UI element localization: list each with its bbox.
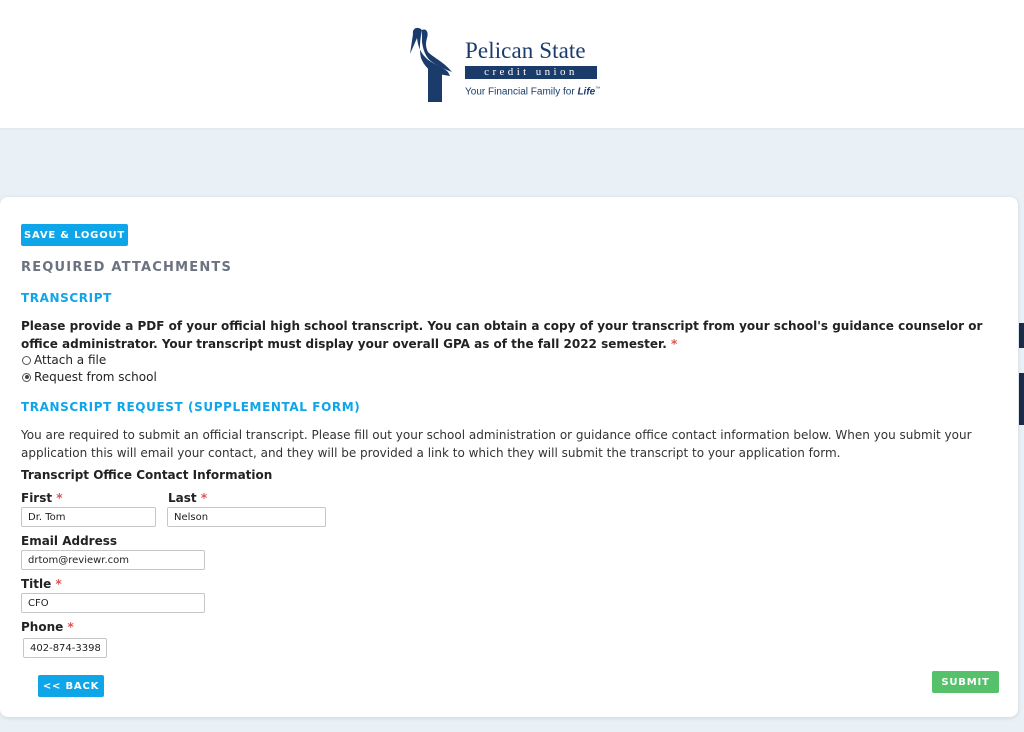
transcript-heading: TRANSCRIPT [21, 291, 112, 305]
section-title: REQUIRED ATTACHMENTS [21, 260, 233, 275]
tagline-tm: ™ [595, 86, 601, 92]
brand-name: Pelican State [465, 38, 586, 63]
transcript-question [21, 317, 1006, 353]
brand-tagline [465, 86, 600, 97]
last-name-input[interactable] [167, 507, 326, 527]
save-logout-button[interactable]: SAVE & LOGOUT [21, 224, 128, 246]
radio-request-from-school-label: Request from school [34, 370, 157, 384]
radio-request-from-school-control[interactable] [22, 373, 31, 382]
radio-attach-file-control[interactable] [22, 356, 31, 365]
phone-label [21, 620, 74, 634]
contact-info-heading: Transcript Office Contact Information [21, 468, 273, 482]
site-header [0, 0, 1024, 128]
side-tab-bottom[interactable] [1019, 373, 1024, 425]
brand-subtitle: credit union [465, 66, 597, 79]
email-input[interactable] [21, 550, 205, 570]
phone-required: * [67, 620, 74, 634]
first-name-input[interactable] [21, 507, 156, 527]
phone-label-text: Phone [21, 620, 64, 634]
side-tab-top[interactable] [1019, 323, 1024, 348]
pelican-icon [408, 24, 460, 104]
form-card [0, 197, 1018, 717]
radio-attach-file[interactable] [22, 353, 106, 367]
title-input[interactable] [21, 593, 205, 613]
tagline-emphasis: Life [577, 86, 596, 98]
submit-button[interactable]: SUBMIT [932, 671, 999, 693]
last-name-label-text: Last [168, 491, 197, 505]
first-name-label [21, 491, 63, 505]
title-required: * [55, 577, 62, 591]
first-name-label-text: First [21, 491, 53, 505]
radio-attach-file-label: Attach a file [34, 353, 107, 367]
last-name-required: * [200, 491, 208, 505]
transcript-question-text: Please provide a PDF of your official high school transcript. You can obtain a copy of your transcript from your school's guidance counselor or office administrator. Your transcript must display your overall GPA as of the fall 2022 semester. [21, 319, 983, 351]
required-marker: * [670, 337, 678, 351]
email-label: Email Address [21, 534, 118, 548]
title-label [21, 577, 62, 591]
pelican-state-logo [408, 24, 608, 104]
first-name-required: * [56, 491, 63, 505]
title-label-text: Title [21, 577, 52, 591]
phone-input[interactable] [23, 638, 107, 658]
last-name-label [168, 491, 207, 505]
radio-request-from-school[interactable] [22, 370, 157, 384]
transcript-request-text: You are required to submit an official transcript. Please fill out your school administration or guidance office contact information below. When you submit your application this will email your contact, and they will be provided a link to which they will submit the transcript to your application form. [21, 428, 972, 460]
tagline-prefix: Your Financial Family for [465, 86, 578, 98]
transcript-request-heading: TRANSCRIPT REQUEST (SUPPLEMENTAL FORM) [21, 400, 361, 414]
back-button[interactable]: << BACK [38, 675, 104, 697]
